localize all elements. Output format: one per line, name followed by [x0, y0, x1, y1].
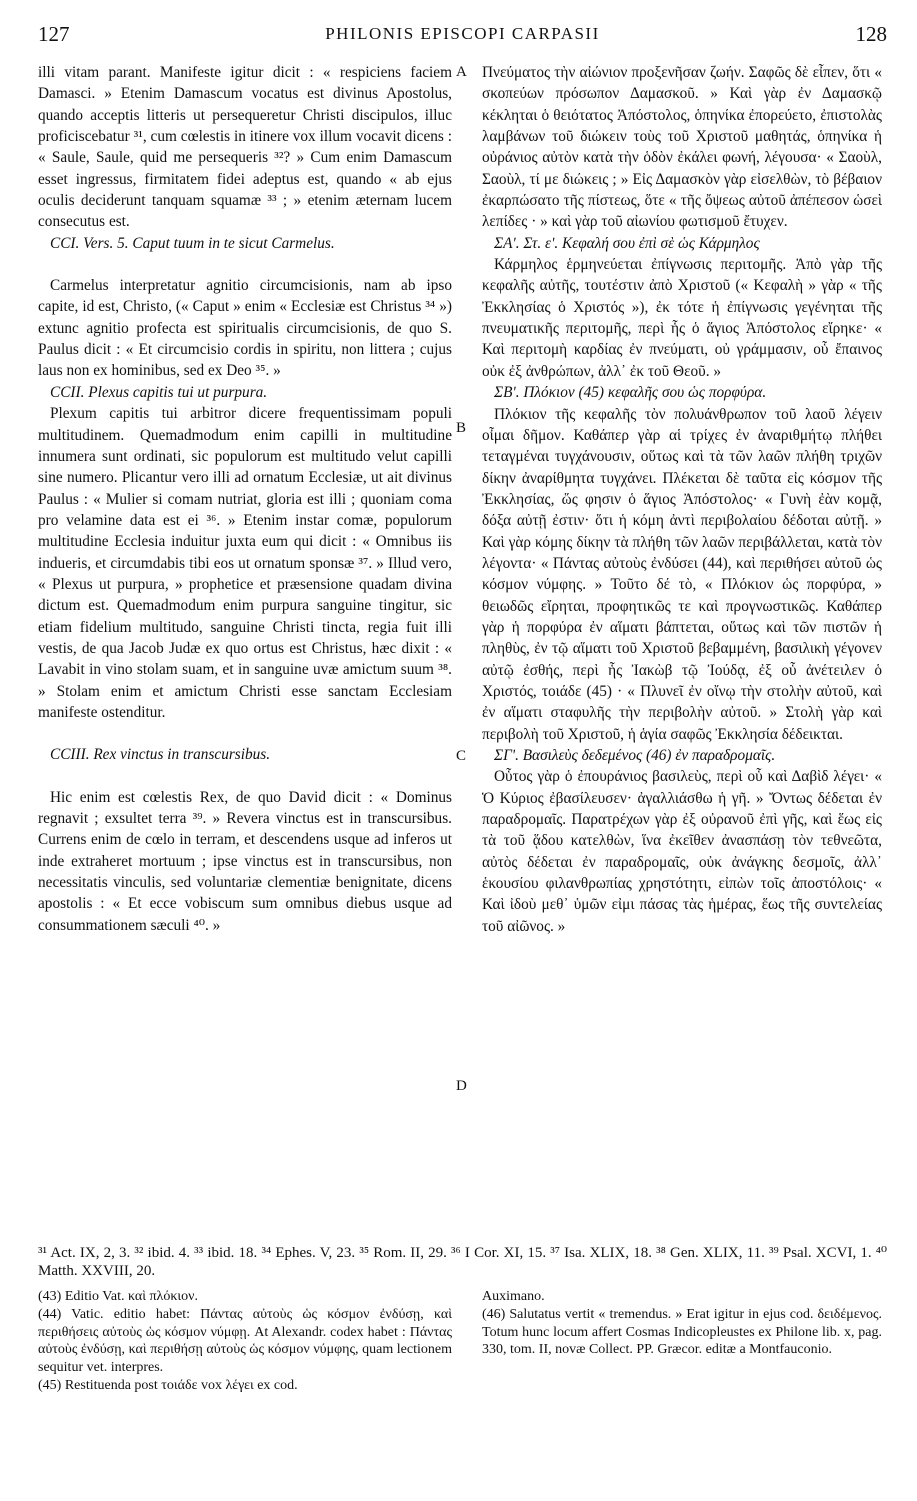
greek-column	[482, 62, 882, 937]
latin-section-202-text: Plexum capitis tui arbitror dicere frequentissimam populi multitudinem. Quemadmodum enim capilli in multitudine innumera sunt ordinati, sic populorum est multitudo velut capilli sine numero. Plicantur vero illi ad ornatum Ecclesiæ, ut ait divinus Paulus : « Mulier si comam nutriat, gloria est illi ; quoniam coma pro velamine data est ei ³⁶. » Etenim instar comæ, populorum multitudine Ecclesia induitur juxta eum qui dicit : « Omnibus iis indueris, et circumdabis tibi eos ut ornatum sponsæ ³⁷. » Illud vero, « Plexus ut purpura, » prophetice et præsensione quadam divina dictum est. Quemadmodum enim purpura sanguine tingitur, sic etiam fidelium multitudo, sanguine Christi tincta, regia fuit illi vestis, de qua Jacob Judæ ex quo ortus est Christus, hæc dixit : « Lavabit in vino stolam suam, et in sanguine uvæ amictum suum ³⁸. » Stolam enim et amictum Christi esse sanctam Ecclesiam manifeste ostenditur.	[38, 405, 452, 721]
footnotes-left	[38, 1288, 452, 1395]
footnote-46: (46) Salutatus vertit « tremendus. » Erat igitur in ejus cod. δειδέμενος. Totum hunc locum affert Cosmas Indicopleustes ex Philone lib. x, pag. 330, tom. II, novæ Collect. PP. Græcor. editæ a Montfauconio.	[482, 1306, 882, 1358]
greek-intro: Πνεύματος τὴν αἰώνιον προξενῆσαν ζωήν. Σαφῶς δὲ εἶπεν, ὅτι « σκοπεύων πρόσωπον Δαμασκοῦ. » Καὶ γὰρ ἐν Δαμασκῷ κέκληται ὁ θειότατος Ἀπόστολος, ὁπηνίκα ἐπορεύετο, ἐπιστολὰς λαμβάνων τοῦ διώκειν τοὺς τοῦ Χριστοῦ μαθητάς, ὁπηνίκα ἡ οὐράνιος αὐτὸν κατὰ τὴν ὁδὸν ἐκάλει φωνή, λέγουσα· « Σαοὺλ, Σαοὺλ, τί με διώκεις ; » Εἰς Δαμασκὸν γὰρ εἰσελθὼν, τὸ βέβαιον ἐκαρπώσατο τῆς πίστεως, ὅτε « τῆς ὄψεως αὐτοῦ ἀπέπεσον ὡσεὶ λεπίδες · » καὶ γὰρ τοῦ αἰωνίου φωτισμοῦ ἔτυχεν.	[482, 64, 882, 231]
footnote-43: (43) Editio Vat. καὶ πλόκιον.	[38, 1289, 198, 1304]
greek-section-201-text: Κάρμηλος ἑρμηνεύεται ἐπίγνωσις περιτομῆς. Ἀπὸ γὰρ τῆς κεφαλῆς αὐτῆς, τουτέστιν ἀπὸ Χριστοῦ (« Κεφαλὴ » γὰρ « τῆς Ἐκκλησίας ὁ Χριστός »), ἐκ τότε ἡ ἐπίγνωσις γεγένηται τῆς πνευματικῆς περιτομῆς, περὶ ἧς ὁ ἅγιος Ἀπόστολος εἴρηκε· « Καὶ περιτομὴ καρδίας ἐν πνεύματι, οὐ γράμμασιν, οὗ ἔπαινος οὐκ ἐξ ἀνθρώπων, ἀλλ᾽ ἐκ τοῦ Θεοῦ. »	[482, 256, 882, 380]
left-page-number: 127	[38, 22, 70, 46]
greek-section-201-heading: ΣΑʹ. Στ. εʹ. Κεφαλή σου ἐπὶ σὲ ὡς Κάρμηλος	[494, 234, 760, 252]
scripture-references: ³¹ Act. IX, 2, 3. ³² ibid. 4. ³³ ibid. 18. ³⁴ Ephes. V, 23. ³⁵ Rom. II, 29. ³⁶ I Cor. XI, 15. ³⁷ Isa. XLIX, 18. ³⁸ Gen. XLIX, 11. ³⁹ Psal. XCVI, 1. ⁴⁰ Matth. XXVIII, 20.	[38, 1245, 887, 1279]
footnotes-right	[482, 1288, 882, 1359]
latin-section-203-text: Hic enim est cœlestis Rex, de quo David dicit : « Dominus regnavit ; exsultet terra ³⁹. » Revera vinctus est in transcursibus. Currens enim de cœlo in terram, et descendens usque ad inferos ut inde extraheret mortuum ; ipse vinctus est in transcursibus, non necessitatis vinculis, sed voluntariæ clementiæ benignitate, dicens apostolis : « Et ecce vobiscum sum omnibus diebus usque ad consummationem sæculi ⁴⁰. »	[38, 788, 452, 934]
greek-section-202-text: Πλόκιον τῆς κεφαλῆς τὸν πολυάνθρωπον τοῦ λαοῦ λέγειν οἶμαι δῆμον. Καθάπερ γὰρ αἱ τρίχες ἐν ἀναριθμήτῳ πλήθει τεταγμέναι τυγχάνουσιν, οὕτως καὶ τὰ τῶν λαῶν πλήθη τριχῶν δίκην ἀναρίθμητα τυγχάνει. Πλέκεται δὲ ταῦτα εἰς κόσμον τῆς Ἐκκλησίας, ὥς φησιν ὁ ἅγιος Ἀπόστολος· « Γυνὴ ἐὰν κομᾷ, δόξα αὐτῇ ἐστιν· ὅτι ἡ κόμη ἀντὶ περιβολαίου δέδοται αὐτῇ. » Καὶ γὰρ κόμης δίκην τὰ πλήθη τῶν λαῶν περιβάλλεται, κατὰ τὸν λέγοντα· « Πάντας αὐτοὺς ἐνδύσει (44), καὶ περιθήσει αὐτοῦ ὡς κόσμον νύμφης. » Τοῦτο δέ τὸ, « Πλόκιον ὡς πορφύρα, » θειωδῶς εἴρηται, προφητικῶς τε καὶ προγνωστικῶς. Καθάπερ γὰρ ἡ πορφύρα ἐν αἵματι βάπτεται, οὕτως καὶ τῶν πιστῶν ἡ πληθὺς, ἐν τῷ αἵματι τοῦ Χριστοῦ βεβαμμένη, βασιλικὴ γέγονεν αὐτῷ ἐσθής, περὶ ἧς Ἰακὼβ τῷ Ἰούδᾳ, ἐξ οὗ ἀνέτειλεν ὁ Χριστός, τοιάδε (45) · « Πλυνεῖ ἐν οἴνῳ τὴν στολὴν αὐτοῦ, καὶ ἐν αἵματι σταφυλῆς τὴν περιβολὴν αὐτοῦ. » Στολὴ γὰρ καὶ περιβολὴ τοῦ Χριστοῦ, ἡ ἁγία σαφῶς Ἐκκλησία δέδεικται.	[482, 405, 882, 743]
right-page-number: 128	[855, 22, 887, 46]
greek-section-202-heading: ΣΒʹ. Πλόκιον (45) κεφαλῆς σου ὡς πορφύρα.	[494, 384, 767, 402]
latin-intro: illi vitam parant. Manifeste igitur dicit : « respiciens faciem Damasci. » Etenim Damascum vocatus est divinus Apostolus, quando acceptis litteris ut persequeretur Christi discipulos, illuc proficiscebatur ³¹, cum cœlestis in itinere vox illum vocavit dicens : « Saule, Saule, quid me persequeris ³²? » Cum enim Damascum esset ingressus, firmitatem fidei adeptus est, quando « ab ejus oculis deciderunt tanquam squamæ ³³ ; » etenim æternam lucem consecutus est.	[38, 64, 452, 231]
footnote-continuation: Auximano.	[482, 1289, 545, 1304]
margin-letter-a: A	[456, 64, 467, 80]
page-header	[38, 22, 887, 56]
greek-section-203-heading: ΣΓʹ. Βασιλεὺς δεδεμένος (46) ἐν παραδρομαῖς.	[494, 747, 776, 764]
footnote-44: (44) Vatic. editio habet: Πάντας αὐτοὺς ὡς κόσμον ἐνδύσῃ, καὶ περιθήσεις αὐτοὺς ὡς κόσμον νύμφῃ. At Alexandr. codex habet : Πάντας αὐτοὺς ἐνδύσῃ, καὶ περιθήσῃ αὐτοὺς ὡς κόσμον νύμφης, quam lectionem sequitur vet. interpres.	[38, 1306, 452, 1376]
greek-section-203-text: Οὗτος γὰρ ὁ ἐπουράνιος βασιλεὺς, περὶ οὗ καὶ Δαβὶδ λέγει· « Ὁ Κύριος ἐβασίλευσεν· ἀγαλλιάσθω ἡ γῆ. » Ὄντως δέδεται ἐν παραδρομαῖς. Παρατρέχων γὰρ ἐξ οὐρανοῦ ἐπὶ γῆς, καὶ ἕως εἰς τὰ τοῦ ᾅδου κατελθὼν, ἵνα ἐκεῖθεν ἀνασπάσῃ τὸν τεθνεῶτα, αὐτὸς δέδεται ἐν παραδρομαῖς, οὐκ ἀνάγκης δεσμοῖς, ἀλλ᾽ ἑκουσίου φιλανθρωπίας χρηστότητι, εἰπὼν τοῖς ἀποστόλοις· « Καὶ ἰδοὺ μεθ᾽ ὑμῶν εἰμι πάσας τὰς ἡμέρας, ἕως τῆς συντελείας τοῦ αἰῶνος. »	[482, 768, 882, 935]
margin-letter-c: C	[456, 748, 467, 764]
margin-letter-d: D	[456, 1078, 467, 1094]
latin-section-203-heading: CCIII. Rex vinctus in transcursibus.	[50, 746, 271, 764]
latin-section-201-heading: CCI. Vers. 5. Caput tuum in te sicut Carmelus.	[50, 234, 335, 252]
latin-column	[38, 62, 452, 936]
footnote-45: (45) Restituenda post τοιάδε vox λέγει ex cod.	[38, 1377, 298, 1393]
running-title: PHILONIS EPISCOPI CARPASII	[325, 24, 600, 43]
latin-section-202-heading: CCII. Plexus capitis tui ut purpura.	[50, 383, 268, 401]
latin-section-201-text: Carmelus interpretatur agnitio circumcisionis, nam ab ipso capite, id est, Christo, (« Caput » enim « Ecclesiæ est Christus ³⁴ ») extunc agnitio profecta est spiritualis circumcisionis, de quo S. Paulus dicit : « Et circumcisio cordis in spiritu, non littera ; cujus laus non ex hominibus, sed ex Deo ³⁵. »	[38, 277, 452, 380]
margin-letter-b: B	[456, 420, 467, 436]
